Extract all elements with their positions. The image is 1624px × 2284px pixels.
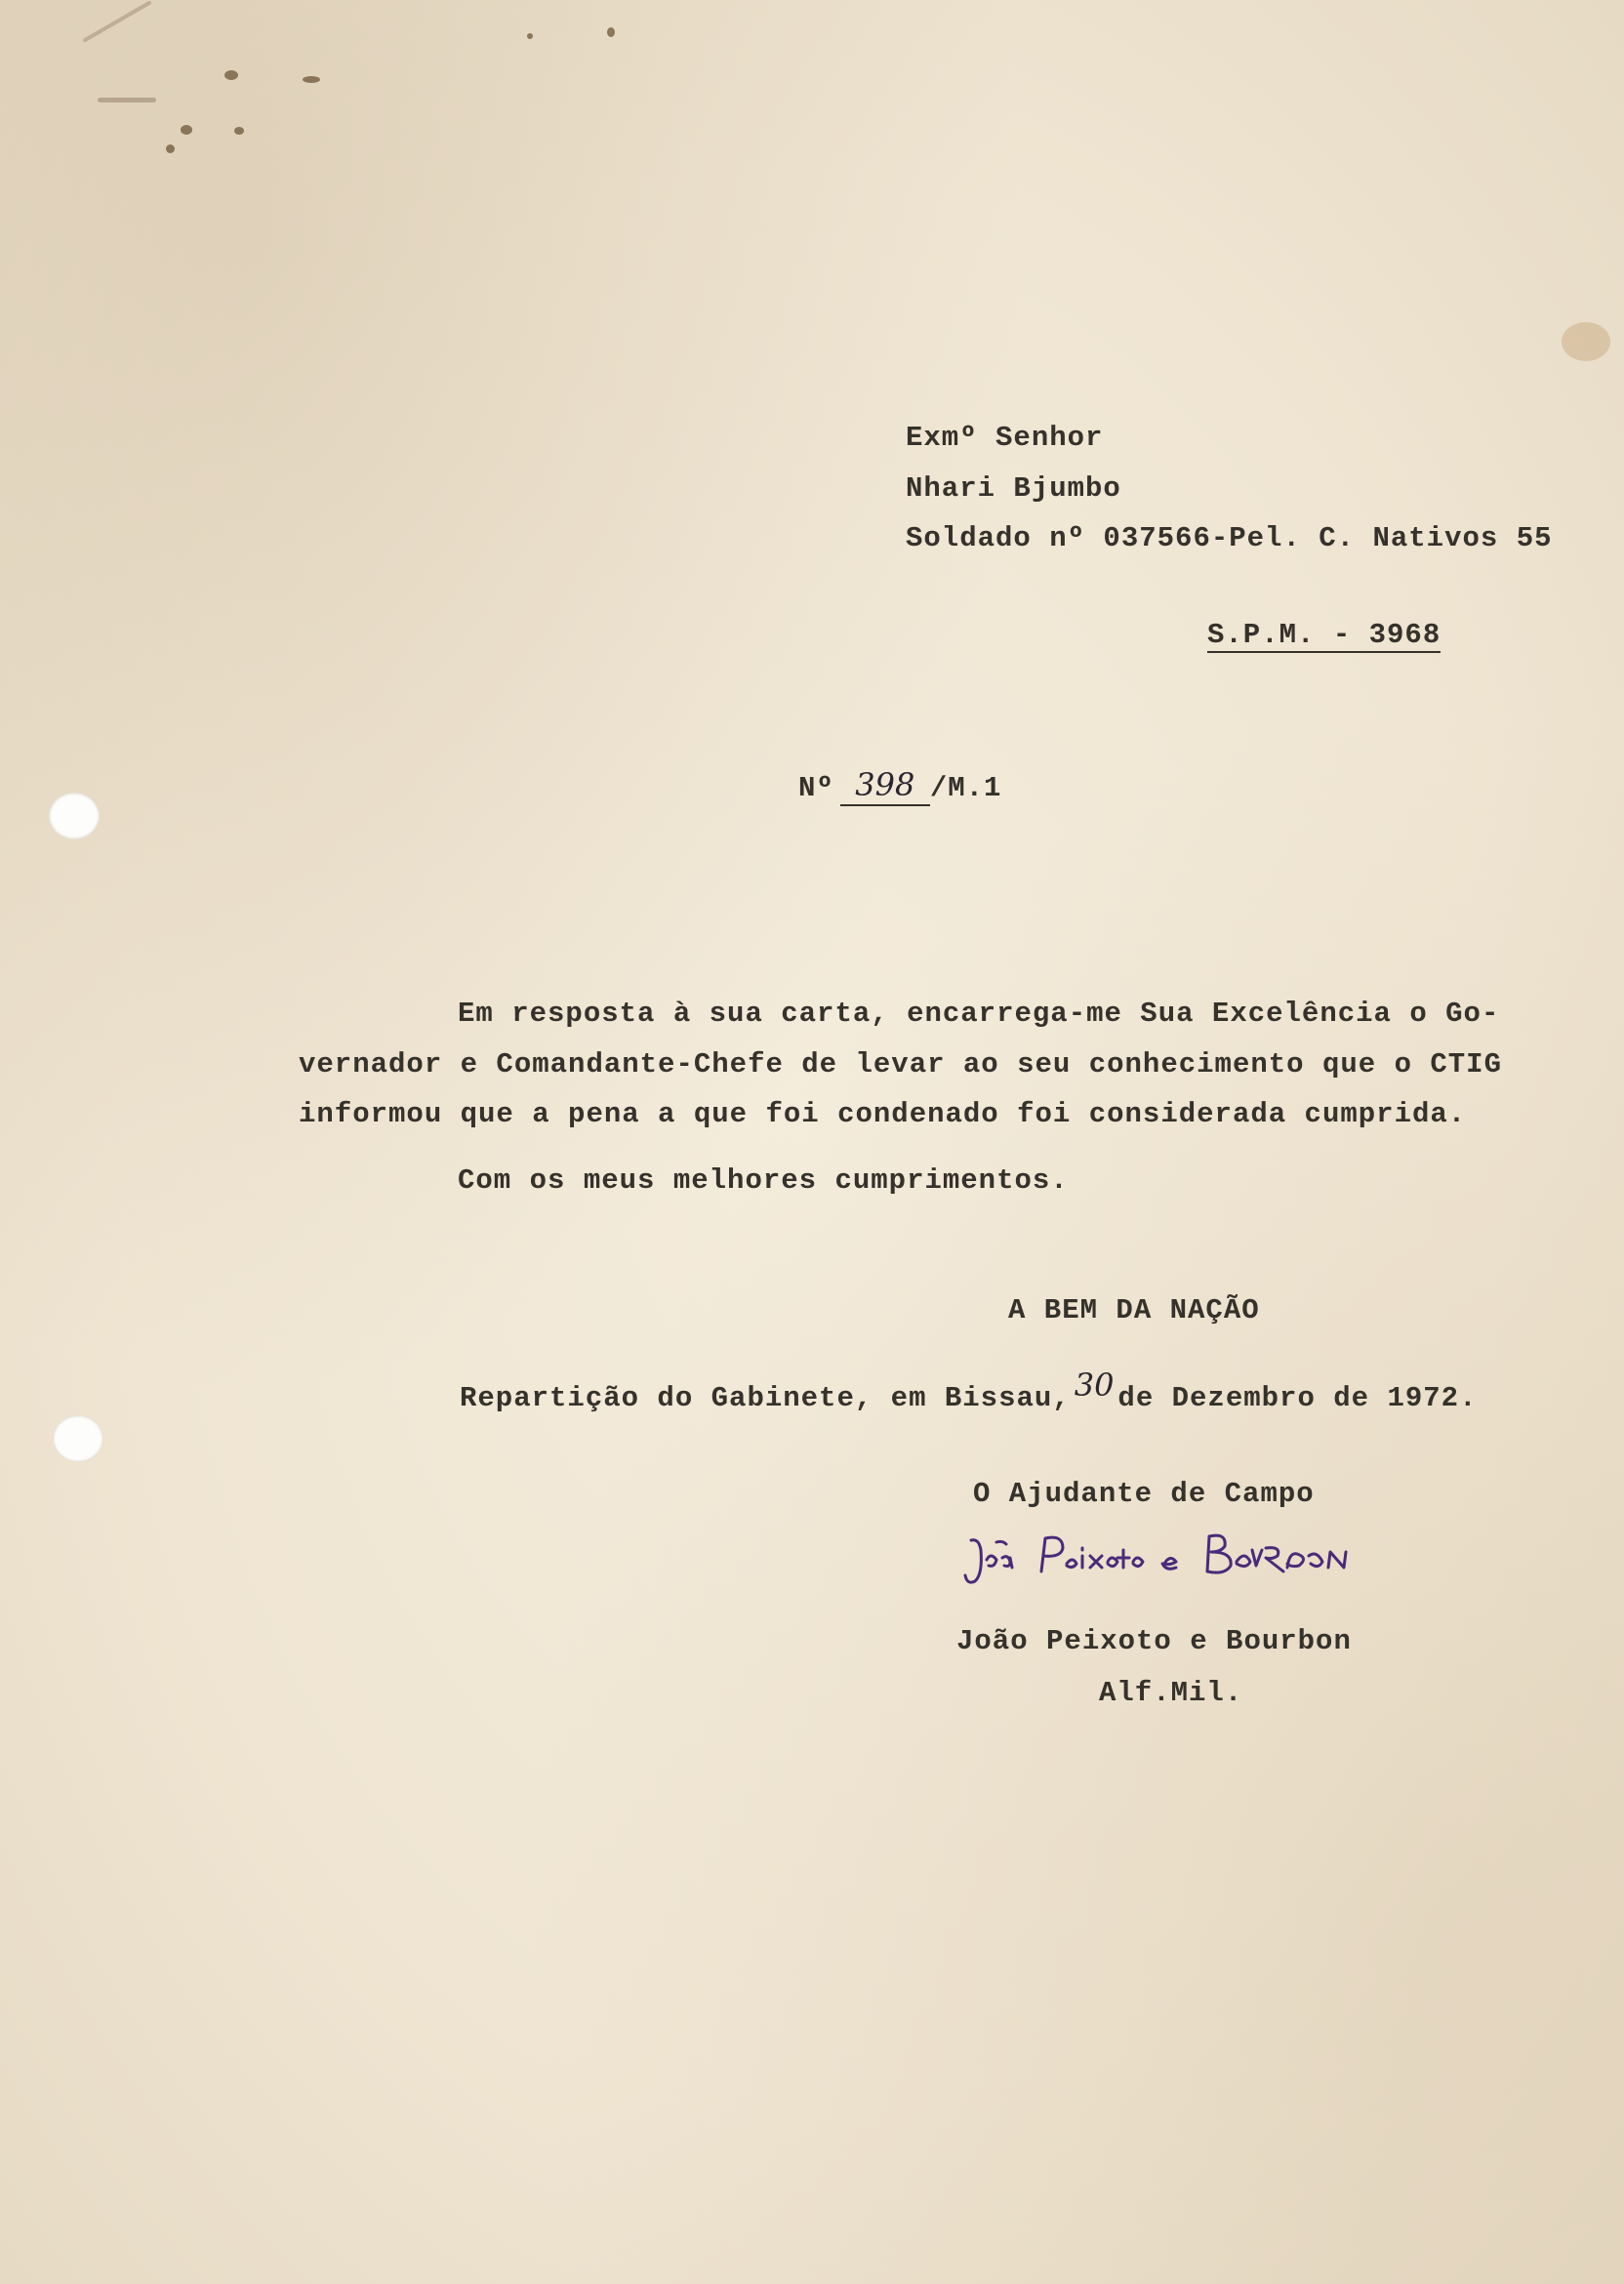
recipient-name: Nhari Bjumbo: [906, 472, 1121, 505]
motto: A BEM DA NAÇÃO: [1008, 1294, 1260, 1326]
signatory-name: João Peixoto e Bourbon: [956, 1625, 1352, 1657]
dateline-after: de Dezembro de 1972.: [1117, 1382, 1478, 1414]
punch-hole-bottom: [53, 1415, 103, 1462]
dateline: [460, 1366, 1478, 1414]
punch-hole-top: [49, 793, 100, 839]
body-line-2: vernador e Comandante-Chefe de levar ao seu conhecimento que o CTIG: [299, 1048, 1502, 1081]
handwritten-signature: [961, 1521, 1371, 1599]
recipient-salutation: Exmº Senhor: [906, 422, 1104, 454]
body-closing: Com os meus melhores cumprimentos.: [458, 1164, 1069, 1197]
recipient-rank-line: Soldado nº 037566-Pel. C. Nativos 55: [906, 522, 1553, 554]
body-line-1: Em resposta à sua carta, encarrega-me Sua Excelência o Go-: [458, 998, 1500, 1030]
dateline-handwritten-day: 30: [1074, 1366, 1115, 1404]
signatory-rank: Alf.Mil.: [1099, 1677, 1243, 1709]
reference-prefix: Nº: [798, 772, 834, 804]
reference-number: [798, 766, 1002, 806]
body-line-3: informou que a pena a que foi condenado foi considerada cumprida.: [299, 1098, 1467, 1130]
recipient-spm: S.P.M. - 3968: [1207, 619, 1441, 651]
reference-suffix: /M.1: [929, 772, 1002, 804]
reference-handwritten-number: 398: [855, 766, 915, 803]
signature-role: O Ajudante de Campo: [973, 1478, 1315, 1510]
dateline-before: Repartição do Gabinete, em Bissau,: [460, 1382, 1071, 1414]
